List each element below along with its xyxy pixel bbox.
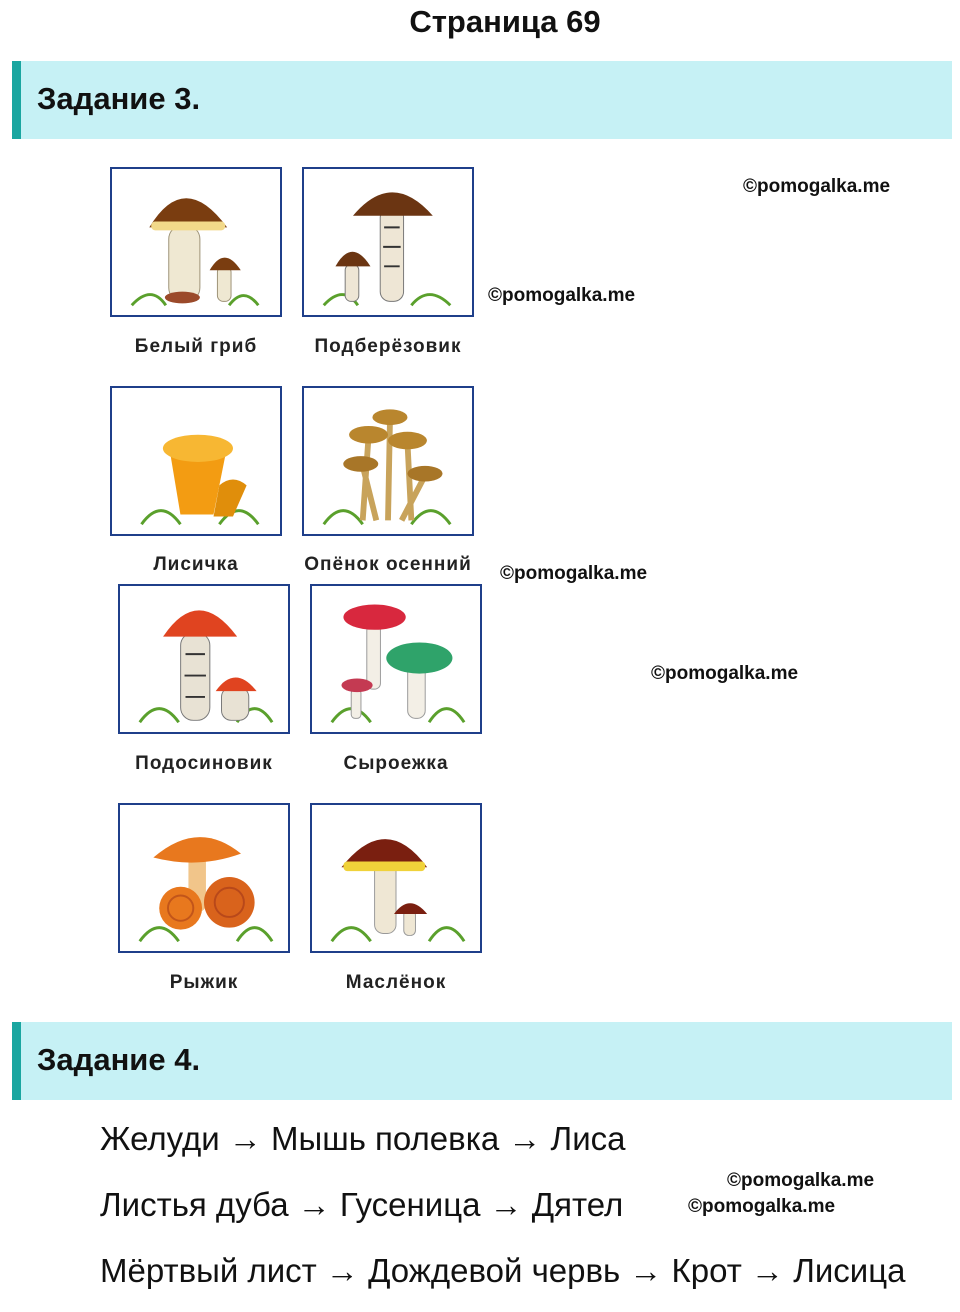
mushroom-card-syroezhka xyxy=(310,584,482,734)
watermark: ©pomogalka.me xyxy=(488,285,636,306)
food-chain-1: Желуди → Мышь полевка → Лиса xyxy=(100,1120,626,1157)
mushroom-card-lisichka xyxy=(110,386,282,536)
mushroom-label-ryzhik: Рыжик xyxy=(169,972,239,993)
watermark: ©pomogalka.me xyxy=(688,1196,836,1217)
task4-heading: Задание 4. xyxy=(37,1042,201,1077)
mushroom-label-openok: Опёнок осенний xyxy=(304,554,472,575)
food-chain-3: Мёртвый лист → Дождевой червь → Крот → Лисица xyxy=(100,1252,906,1289)
mushroom-card-podosinovik xyxy=(118,584,290,734)
porcini-illustration xyxy=(112,169,280,315)
food-chain-2: Листья дуба → Гусеница → Дятел xyxy=(100,1186,624,1223)
watermark: ©pomogalka.me xyxy=(727,1170,875,1191)
saffron-milk-cap-illustration xyxy=(120,805,288,951)
task4-header xyxy=(12,1022,952,1100)
slippery-jack-illustration xyxy=(312,805,480,951)
task3-header xyxy=(12,61,952,139)
russula-illustration xyxy=(312,586,480,732)
watermark: ©pomogalka.me xyxy=(500,563,648,584)
task3-heading: Задание 3. xyxy=(37,81,201,116)
watermark: ©pomogalka.me xyxy=(743,176,891,197)
mushroom-label-podberezovik: Подберёзовик xyxy=(314,336,462,357)
mushroom-card-belyj-grib xyxy=(110,167,282,317)
mushroom-label-maslenok: Маслёнок xyxy=(345,972,447,993)
honey-fungus-illustration xyxy=(304,388,472,534)
chanterelle-illustration xyxy=(112,388,280,534)
page-title: Страница 69 xyxy=(409,4,601,39)
mushroom-label-lisichka: Лисичка xyxy=(153,554,239,575)
mushroom-label-syroezhka: Сыроежка xyxy=(343,753,449,774)
mushroom-card-maslenok xyxy=(310,803,482,953)
orange-cap-illustration xyxy=(120,586,288,732)
birch-bolete-illustration xyxy=(304,169,472,315)
mushroom-label-belyj-grib: Белый гриб xyxy=(134,336,258,357)
watermark: ©pomogalka.me xyxy=(651,663,799,684)
mushroom-card-podberezovik xyxy=(302,167,474,317)
mushroom-card-ryzhik xyxy=(118,803,290,953)
mushroom-label-podosinovik: Подосиновик xyxy=(135,753,273,774)
mushroom-card-openok xyxy=(302,386,474,536)
